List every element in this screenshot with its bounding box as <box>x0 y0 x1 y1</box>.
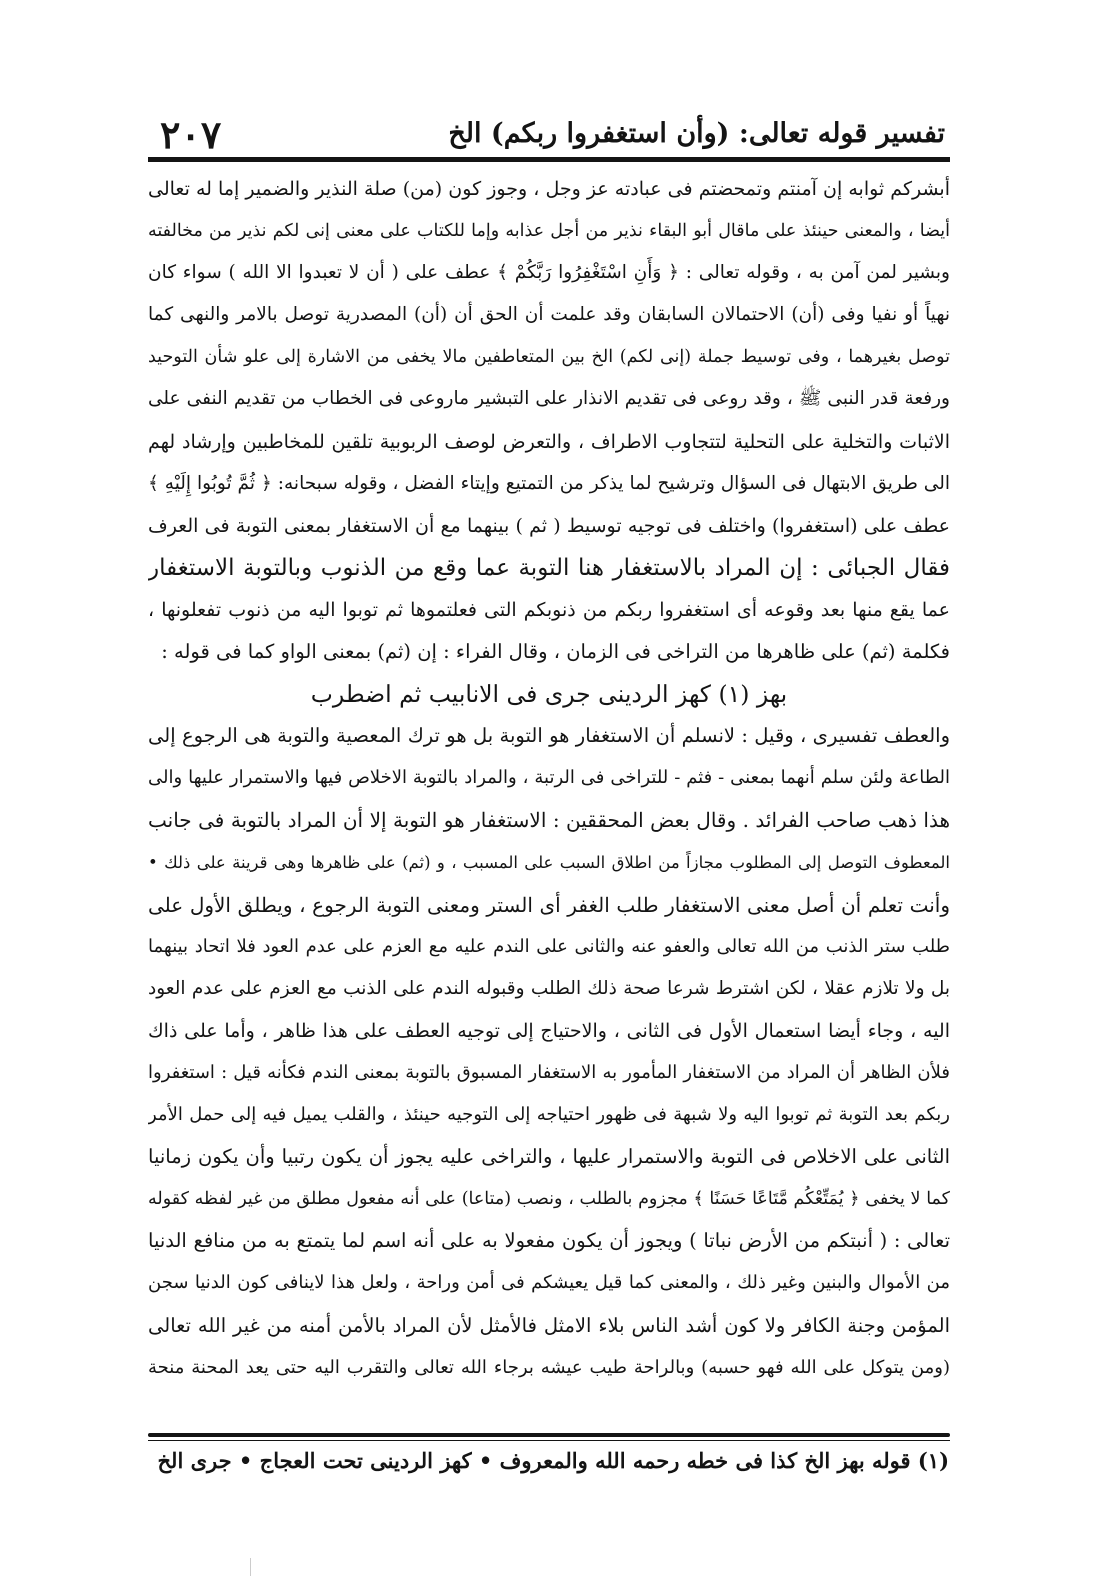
text-line: طلب ستر الذنب من الله تعالى والعفو عنه والثانى على الندم عليه مع العزم على عدم العود فلا اتحاد بينهما <box>148 935 950 957</box>
text-line: من الأموال والبنين وغير ذلك ، والمعنى كما قيل يعيشكم فى أمن وراحة ، ولعل هذا لاينافى كون الدنيا سجن <box>148 1272 950 1294</box>
text-line: كما لا يخفى ﴿ يُمَتِّعْكُم مَّتَاعًا حَسَنًا ﴾ مجزوم بالطلب ، ونصب (متاعا) على أنه مفعول مطلق من غير لفظه كقوله <box>148 1189 950 1210</box>
page-header <box>150 112 945 156</box>
body-text <box>148 168 950 1389</box>
footnote-rule-thin <box>148 1440 950 1441</box>
text-line: وبشير لمن آمن به ، وقوله تعالى : ﴿ وَأَنِ اسْتَغْفِرُوا رَبَّكُمْ ﴾ عطف على ( أن لا تعبدوا الا الله ) سواء كان <box>148 262 950 284</box>
text-line: عما يقع منها بعد وقوعه أى استغفروا ربكم من ذنوبكم التى فعلتموها ثم توبوا اليه من ذنوب تفعلونها ، <box>148 598 950 621</box>
text-line: ورفعة قدر النبى ﷺ ، وقد روعى فى تقديم الانذار على التبشير ماروعى فى الخطاب من تقديم النفى على <box>148 388 950 410</box>
text-line: وأنت تعلم أن أصل معنى الاستغفار طلب الغفر أى الستر ومعنى التوبة الرجوع ، ويطلق الأول على <box>148 892 950 917</box>
text-line: ربكم بعد التوبة ثم توبوا اليه ولا شبهة فى ظهور احتياجه إلى التوجيه حينئذ ، والقلب يميل فيه إلى حمل الأمر <box>148 1104 950 1126</box>
text-line: نهياً أو نفيا وفى (أن) الاحتمالان السابقان وقد علمت أن الحق أن (أن) المصدرية توصل بالامر والنهى كما <box>148 304 950 326</box>
text-line: فكلمة (ثم) على ظاهرها من التراخى فى الزمان ، وقال الفراء : إن (ثم) بمعنى الواو كما فى قوله : <box>161 640 950 664</box>
text-line: توصل بغيرهما ، وفى توسيط جملة (إنى لكم) الخ بين المتعاطفين مالا يخفى من الاشارة إلى علو شأن التوحيد <box>148 347 950 368</box>
text-line: الى طريق الابتهال فى السؤال وترشيح لما يذكر من التمتيع وإيتاء الفضل ، وقوله سبحانه: ﴿ ثُمَّ تُوبُوا إِلَيْهِ ﴾ <box>148 472 950 494</box>
text-line: بل ولا تلازم عقلا ، لكن اشترط شرعا صحة ذلك الطلب وقبوله الندم على الذنب مع العزم على عدم العود <box>148 977 950 999</box>
text-line: تعالى : ( أنبتكم من الأرض نباتا ) ويجوز أن يكون مفعولا به على أنه اسم لما يتمتع به من منافع الدنيا <box>148 1229 950 1253</box>
text-line: الطاعة ولئن سلم أنهما بمعنى - فثم - للتراخى فى الرتبة ، والمراد بالتوبة الاخلاص فيها والاستمرار عليها والى <box>148 767 950 789</box>
text-line: أبشركم ثوابه إن آمنتم وتمحضتم فى عبادته عز وجل ، وجوز كون (من) صلة النذير والضمير إما له تعالى <box>148 178 950 200</box>
footnote: (١) قوله بهز الخ كذا فى خطه رحمه الله والمعروف • كهز الردينى تحت العجاج • جرى الخ <box>157 1448 949 1473</box>
text-line: المعطوف التوصل إلى المطلوب مجازاً من اطلاق السبب على المسبب ، و (ثم) على ظاهرها وهى قرينة على ذلك • <box>148 852 950 872</box>
text-line: (ومن يتوكل على الله فهو حسبه) وبالراحة طيب عيشه برجاء الله تعالى والتقرب اليه حتى يعد المحنة منحة <box>148 1356 950 1378</box>
scan-mark <box>250 1558 251 1576</box>
text-line: والعطف تفسيرى ، وقيل : لانسلم أن الاستغفار هو التوبة بل هو ترك المعصية والتوبة هى الرجوع إلى <box>148 724 950 748</box>
text-line: المؤمن وجنة الكافر ولا كون أشد الناس بلاء الامثل فالأمثل لأن المراد بالأمن أمنه من غير الله تعالى <box>148 1313 950 1337</box>
text-line: عطف على (استغفروا) واختلف فى توجيه توسيط ( ثم ) بينهما مع أن الاستغفار بمعنى التوبة فى العرف <box>148 514 950 537</box>
header-rule <box>148 157 950 162</box>
text-line: أيضا ، والمعنى حينئذ على ماقال أبو البقاء نذير من أجل عذابه وإما للكتاب على معنى إنى لكم نذير من مخالفته <box>148 221 950 242</box>
verse-line: بهز (١) كهز الردينى جرى فى الانابيب ثم اضطرب <box>310 680 788 709</box>
text-line: الثانى على الاخلاص فى التوبة والاستمرار عليها ، والتراخى عليه يجوز أن يكون رتبيا وأن يكون زمانيا <box>148 1145 950 1169</box>
running-title: تفسير قوله تعالى: (وأن استغفروا ربكم) الخ <box>448 118 945 149</box>
text-line: فلأن الظاهر أن المراد من الاستغفار المأمور به الاستغفار المسبوق بالتوبة بمعنى الندم فكأنه قيل : استغفروا <box>148 1061 950 1083</box>
page-number: ٢٠٧ <box>160 112 222 157</box>
text-line: هذا ذهب صاحب الفرائد . وقال بعض المحققين : الاستغفار هو التوبة إلا أن المراد بالتوبة فى جانب <box>148 808 950 833</box>
text-line: الاثبات والتخلية على التحلية لتتجاوب الاطراف ، والتعرض لوصف الربوبية تلقين للمخاطبين وإرشاد لهم <box>148 430 950 453</box>
text-line: اليه ، وجاء أيضا استعمال الأول فى الثانى ، والاحتياج إلى توجيه العطف على هذا ظاهر ، وأما على ذاك <box>148 1019 950 1042</box>
text-line: فقال الجبائى : إن المراد بالاستغفار هنا التوبة عما وقع من الذنوب وبالتوبة الاستغفار <box>148 554 950 581</box>
footnote-rule <box>148 1433 950 1437</box>
